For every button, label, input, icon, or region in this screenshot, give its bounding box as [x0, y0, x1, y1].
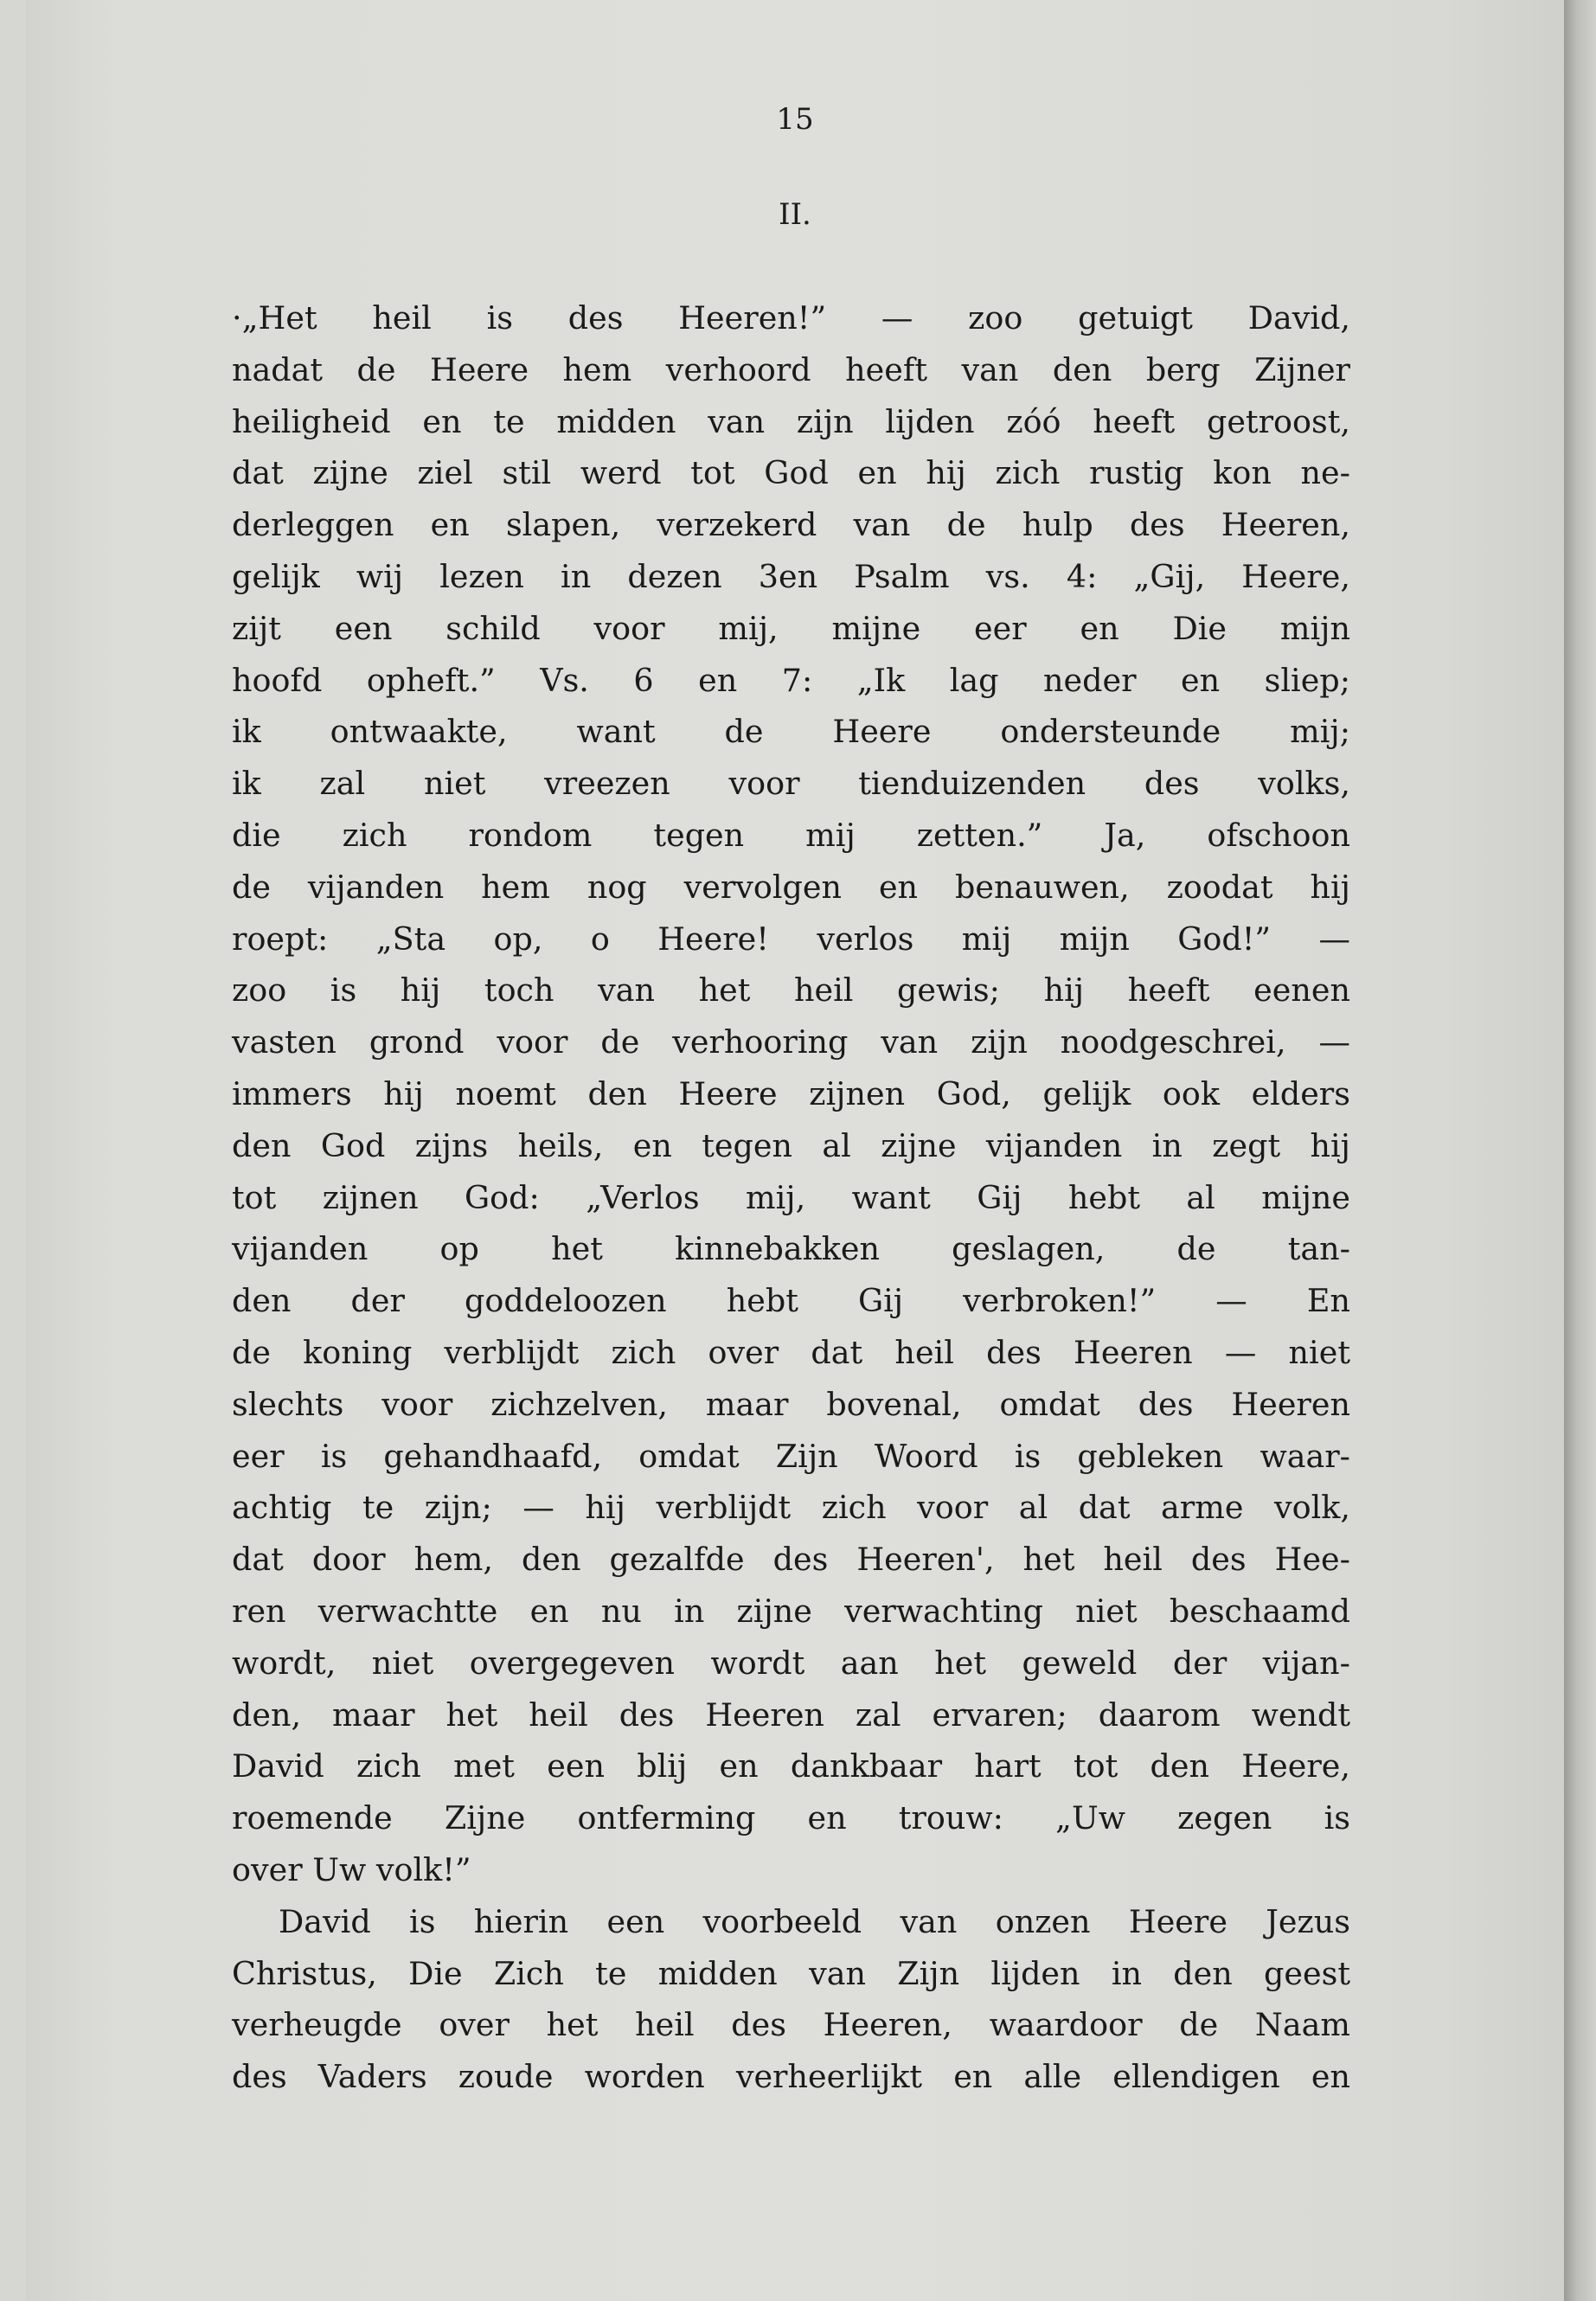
text-line: tot zijnen God: „Verlos mij, want Gij hebt al mijne	[232, 1178, 1350, 1216]
text-line: vasten grond voor de verhooring van zijn noodgeschrei, —	[232, 1023, 1350, 1061]
text-line: die zich rondom tegen mij zetten.” Ja, ofschoon	[232, 816, 1350, 854]
text-line: over Uw volk!”	[232, 1850, 471, 1888]
text-line: derleggen en slapen, verzekerd van de hulp des Heeren,	[232, 506, 1350, 544]
text-line: dat zijne ziel stil werd tot God en hij zich rustig kon ne-	[232, 454, 1350, 492]
text-line: de vijanden hem nog vervolgen en benauwen, zoodat hij	[232, 868, 1350, 906]
chapter-heading: II.	[779, 197, 811, 232]
text-line: wordt, niet overgegeven wordt aan het geweld der vijan-	[232, 1644, 1350, 1682]
text-line: roept: „Sta op, o Heere! verlos mij mijn God!” —	[232, 920, 1350, 958]
text-line: verheugde over het heil des Heeren, waardoor de Naam	[232, 2006, 1350, 2044]
text-line: ·„Het heil is des Heeren!” — zoo getuigt David,	[232, 299, 1350, 336]
text-line: zijt een schild voor mij, mijne eer en Die mijn	[232, 609, 1350, 647]
book-page	[26, 0, 1564, 2301]
text-line: de koning verblijdt zich over dat heil des Heeren — niet	[232, 1333, 1350, 1371]
text-line: hoofd opheft.” Vs. 6 en 7: „Ik lag neder en sliep;	[232, 661, 1350, 699]
text-line: achtig te zijn; — hij verblijdt zich voor al dat arme volk,	[232, 1489, 1350, 1527]
text-line: des Vaders zoude worden verheerlijkt en alle ellendigen en	[232, 2058, 1350, 2096]
page-edge-shadow	[1564, 0, 1596, 2301]
text-line: gelijk wij lezen in dezen 3en Psalm vs. 4: „Gij, Heere,	[232, 557, 1350, 595]
text-line: dat door hem, den gezalfde des Heeren', het heil des Hee-	[232, 1541, 1350, 1579]
text-line: ik ontwaakte, want de Heere ondersteunde mij;	[232, 713, 1350, 751]
text-line: ren verwachtte en nu in zijne verwachting niet beschaamd	[232, 1592, 1350, 1630]
text-line: den der goddeloozen hebt Gij verbroken!” — En	[232, 1282, 1350, 1320]
body-text	[232, 292, 1350, 2103]
text-line: ik zal niet vreezen voor tienduizenden des volks,	[232, 765, 1350, 803]
text-line: David zich met een blij en dankbaar hart tot den Heere,	[232, 1747, 1350, 1785]
text-line: eer is gehandhaafd, omdat Zijn Woord is gebleken waar-	[232, 1437, 1350, 1475]
text-line: Christus, Die Zich te midden van Zijn lijden in den geest	[232, 1954, 1350, 1992]
text-line: vijanden op het kinnebakken geslagen, de tan-	[232, 1230, 1350, 1268]
text-line: den, maar het heil des Heeren zal ervaren; daarom wendt	[232, 1695, 1350, 1734]
text-line: immers hij noemt den Heere zijnen God, gelijk ook elders	[232, 1074, 1350, 1112]
text-line: David is hierin een voorbeeld van onzen Heere Jezus	[279, 1902, 1350, 1940]
text-line: heiligheid en te midden van zijn lijden zóó heeft getroost,	[232, 402, 1350, 440]
page-number: 15	[776, 102, 814, 137]
text-line: zoo is hij toch van het heil gewis; hij heeft eenen	[232, 971, 1350, 1009]
text-line: nadat de Heere hem verhoord heeft van den berg Zijner	[232, 350, 1350, 388]
text-line: den God zijns heils, en tegen al zijne vijanden in zegt hij	[232, 1126, 1350, 1164]
text-line: roemende Zijne ontferming en trouw: „Uw zegen is	[232, 1799, 1350, 1837]
text-line: slechts voor zichzelven, maar bovenal, omdat des Heeren	[232, 1385, 1350, 1423]
